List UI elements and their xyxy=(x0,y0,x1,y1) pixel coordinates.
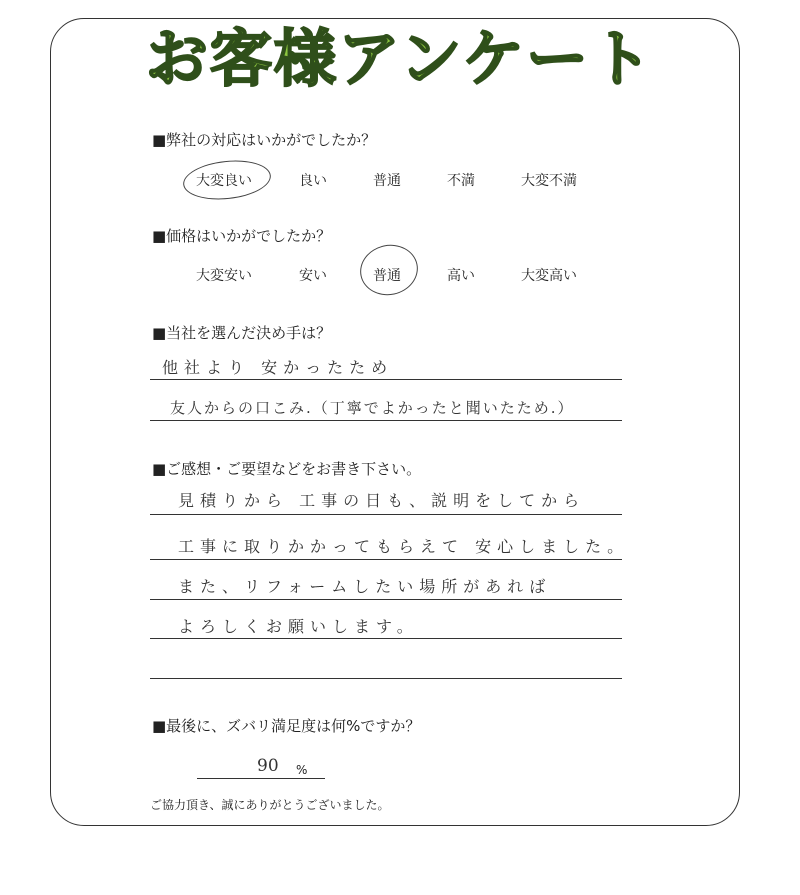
option-service-dissatisfied[interactable]: 不満 xyxy=(447,173,475,189)
answer-factor-line-1: 他社より 安かったため xyxy=(162,358,394,377)
answer-comment-line-4: よろしくお願いします。 xyxy=(178,617,419,636)
answer-line xyxy=(150,420,622,421)
option-service-good[interactable]: 良い xyxy=(299,173,327,189)
survey-title: お客様アンケート xyxy=(145,22,655,95)
answer-line xyxy=(150,638,622,639)
answer-line xyxy=(150,599,622,600)
satisfaction-unit: % xyxy=(296,763,308,777)
answer-comment-line-2: 工事に取りかかってもらえて 安心しました。 xyxy=(178,537,630,556)
question-price: ■価格はいかがでしたか？ xyxy=(152,227,332,245)
question-service: ■弊社の対応はいかがでしたか？ xyxy=(152,131,377,149)
option-service-very-dissatisfied[interactable]: 大変不満 xyxy=(521,173,577,189)
answer-comment-line-1: 見積りから 工事の日も、説明をしてから xyxy=(178,491,586,510)
answer-line xyxy=(150,559,622,560)
option-price-very-cheap[interactable]: 大変安い xyxy=(196,268,252,284)
thanks-message: ご協力頂き、誠にありがとうございました。 xyxy=(150,798,390,812)
question-deciding-factor: ■当社を選んだ決め手は？ xyxy=(152,324,332,342)
question-comments: ■ご感想・ご要望などをお書き下さい。 xyxy=(152,460,422,478)
question-satisfaction: ■最後に、ズバリ満足度は何%ですか？ xyxy=(152,717,421,735)
answer-comment-line-3: また、リフォームしたい場所があれば xyxy=(178,577,552,596)
option-price-expensive[interactable]: 高い xyxy=(447,268,475,284)
option-price-cheap[interactable]: 安い xyxy=(299,268,327,284)
answer-line xyxy=(150,379,622,380)
option-price-very-expensive[interactable]: 大変高い xyxy=(521,268,577,284)
answer-factor-line-2: 友人からの口こみ.（丁寧でよかったと聞いたため.） xyxy=(170,399,575,417)
option-price-normal[interactable]: 普通 xyxy=(373,268,401,284)
answer-line xyxy=(150,678,622,679)
satisfaction-underline xyxy=(197,778,325,779)
satisfaction-value: 90 xyxy=(257,756,279,776)
option-service-normal[interactable]: 普通 xyxy=(373,173,401,189)
option-service-very-good[interactable]: 大変良い xyxy=(196,173,252,189)
answer-line xyxy=(150,514,622,515)
